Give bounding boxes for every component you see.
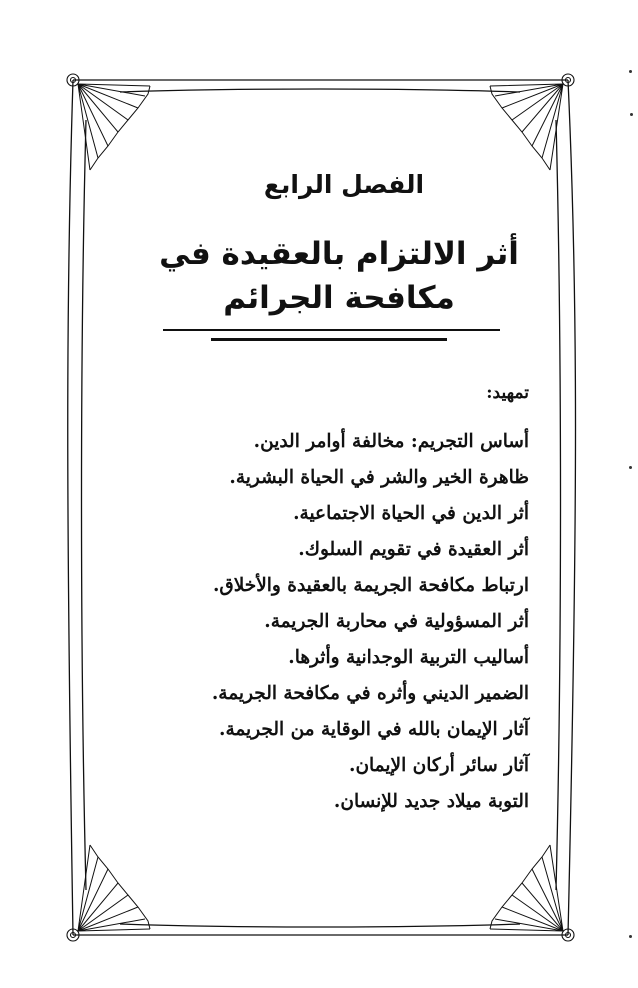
scan-speck	[629, 70, 632, 73]
list-item: أثر المسؤولية في محاربة الجريمة.	[264, 611, 529, 632]
list-item: ظاهرة الخير والشر في الحياة البشرية.	[229, 467, 529, 488]
topics-list	[109, 424, 529, 820]
chapter-label: الفصل الرابع	[263, 170, 425, 199]
title-divider-top	[163, 329, 500, 331]
title-divider-bottom	[211, 338, 447, 341]
list-item: الضمير الديني وأثره في مكافحة الجريمة.	[211, 683, 529, 704]
list-item: أساس التجريم: مخالفة أوامر الدين.	[253, 431, 529, 452]
list-item: ارتباط مكافحة الجريمة بالعقيدة والأخلاق.	[212, 575, 529, 596]
list-item: أثر الدين في الحياة الاجتماعية.	[293, 503, 529, 524]
list-item: آثار الإيمان بالله في الوقاية من الجريمة.	[219, 719, 529, 740]
scan-speck	[629, 935, 632, 938]
chapter-title-line-1: أثر الالتزام بالعقيدة في	[159, 236, 519, 272]
scan-speck	[629, 466, 632, 469]
list-item: التوبة ميلاد جديد للإنسان.	[333, 791, 529, 812]
list-item: أثر العقيدة في تقويم السلوك.	[298, 539, 529, 560]
list-item: آثار سائر أركان الإيمان.	[349, 755, 529, 776]
intro-label: تمهيد:	[486, 383, 529, 403]
chapter-title-line-2: مكافحة الجرائم	[223, 280, 455, 316]
scan-speck	[630, 113, 633, 116]
list-item: أساليب التربية الوجدانية وأثرها.	[288, 647, 529, 668]
